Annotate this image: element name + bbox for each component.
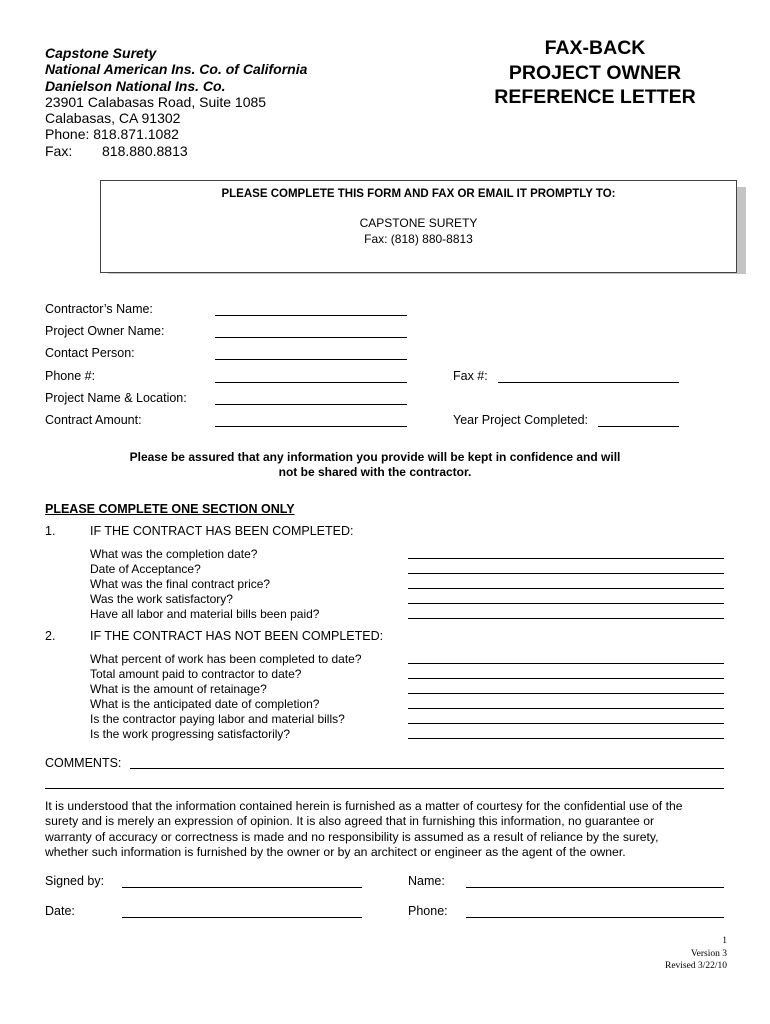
- fax-label: Fax #:: [453, 369, 488, 383]
- question-percent-completed: What percent of work has been completed to date?: [90, 652, 362, 666]
- document-title: [470, 36, 720, 110]
- disclaimer-line-3: warranty of accuracy or correctness is made and no responsibility is assumed as a result of reliance by the surety,: [45, 829, 659, 844]
- phone-field[interactable]: [215, 382, 407, 383]
- confidentiality-notice: [90, 450, 660, 480]
- revised-date: Revised 3/22/10: [664, 961, 727, 971]
- fax-line: [45, 143, 307, 159]
- title-line-3: REFERENCE LETTER: [494, 86, 696, 108]
- page-footer: [665, 935, 727, 973]
- answer-date-of-acceptance[interactable]: [408, 573, 724, 574]
- answer-percent-completed[interactable]: [408, 663, 724, 664]
- question-paying-bills: Is the contractor paying labor and material bills?: [90, 712, 345, 726]
- disclaimer-line-1: It is understood that the information contained herein is furnished as a matter of courtesy for the confidential use of the: [45, 799, 683, 813]
- signed-by-field[interactable]: [122, 887, 362, 888]
- instruction-box-heading: PLEASE COMPLETE THIS FORM AND FAX OR EMAIL IT PROMPTLY TO:: [221, 188, 616, 200]
- question-final-contract-price: What was the final contract price?: [90, 577, 271, 591]
- contact-person-label: Contact Person:: [45, 346, 135, 360]
- project-name-location-field[interactable]: [215, 404, 407, 405]
- date-label: Date:: [45, 904, 75, 918]
- disclaimer-line-4: whether such information is furnished by the owner or by an architect or engineer as the agent of the owner.: [45, 844, 626, 859]
- question-progressing: Is the work progressing satisfactorily?: [90, 727, 291, 741]
- year-completed-field[interactable]: [598, 426, 679, 427]
- signer-name-label: Name:: [408, 874, 445, 888]
- section-2-heading: IF THE CONTRACT HAS NOT BEEN COMPLETED:: [90, 629, 384, 643]
- section-instruction: PLEASE COMPLETE ONE SECTION ONLY: [45, 502, 295, 516]
- title-line-1: FAX-BACK: [544, 37, 646, 59]
- page-number: 1: [722, 936, 727, 946]
- question-work-satisfactory: Was the work satisfactory?: [90, 592, 233, 606]
- contract-amount-label: Contract Amount:: [45, 413, 142, 427]
- answer-anticipated-completion[interactable]: [408, 708, 724, 709]
- comments-field-line-1[interactable]: [130, 768, 724, 769]
- title-line-2: PROJECT OWNER: [508, 61, 682, 84]
- project-name-location-label: Project Name & Location:: [45, 391, 187, 405]
- instruction-box-recipient: CAPSTONE SURETY: [359, 216, 478, 230]
- answer-retainage[interactable]: [408, 693, 724, 694]
- answer-completion-date[interactable]: [408, 558, 724, 559]
- question-amount-paid: Total amount paid to contractor to date?: [90, 667, 302, 681]
- company-block: [45, 45, 307, 159]
- answer-bills-paid[interactable]: [408, 618, 724, 619]
- notice-line-2: not be shared with the contractor.: [278, 465, 472, 479]
- company-name-1: Capstone Surety: [45, 45, 157, 61]
- project-owner-name-field[interactable]: [215, 337, 407, 338]
- contract-amount-field[interactable]: [215, 426, 407, 427]
- signer-phone-label: Phone:: [408, 904, 448, 918]
- comments-field-line-2[interactable]: [45, 788, 724, 789]
- signer-name-field[interactable]: [466, 887, 724, 888]
- answer-progressing[interactable]: [408, 738, 724, 739]
- instruction-box-fax: Fax: (818) 880-8813: [364, 232, 473, 246]
- company-name-2: National American Ins. Co. of California: [45, 61, 308, 78]
- section-1-heading: IF THE CONTRACT HAS BEEN COMPLETED:: [90, 524, 354, 538]
- contractor-name-label: Contractor’s Name:: [45, 302, 153, 316]
- contractor-name-field[interactable]: [215, 315, 407, 316]
- notice-line-1: Please be assured that any information you provide will be kept in confidence and will: [129, 450, 621, 464]
- project-owner-name-label: Project Owner Name:: [45, 324, 165, 338]
- question-date-of-acceptance: Date of Acceptance?: [90, 562, 201, 576]
- question-bills-paid: Have all labor and material bills been paid?: [90, 607, 320, 621]
- date-field[interactable]: [122, 917, 362, 918]
- question-anticipated-completion: What is the anticipated date of completion?: [90, 697, 320, 711]
- answer-work-satisfactory[interactable]: [408, 603, 724, 604]
- version-label: Version 3: [690, 948, 727, 959]
- signer-phone-field[interactable]: [466, 917, 724, 918]
- question-completion-date: What was the completion date?: [90, 547, 258, 561]
- signed-by-label: Signed by:: [45, 874, 105, 888]
- fax-line-number: 818.880.8813: [102, 142, 188, 159]
- section-2-number: 2.: [45, 629, 56, 643]
- company-name-3: Danielson National Ins. Co.: [45, 77, 226, 94]
- year-completed-label: Year Project Completed:: [453, 413, 589, 427]
- section-1-number: 1.: [45, 524, 56, 538]
- phone-line: Phone: 818.871.1082: [45, 126, 179, 143]
- fax-field[interactable]: [498, 382, 679, 383]
- answer-final-contract-price[interactable]: [408, 588, 724, 589]
- phone-label: Phone #:: [45, 369, 96, 383]
- contact-person-field[interactable]: [215, 359, 407, 360]
- answer-amount-paid[interactable]: [408, 678, 724, 679]
- question-retainage: What is the amount of retainage?: [90, 682, 267, 696]
- fax-line-label: Fax:: [45, 142, 73, 159]
- comments-label: COMMENTS:: [45, 756, 122, 770]
- address-line-2: Calabasas, CA 91302: [45, 110, 181, 127]
- disclaimer-line-2: surety and is merely an expression of opinion. It is also agreed that in furnishing this information, no guarantee or: [45, 814, 655, 829]
- answer-paying-bills[interactable]: [408, 723, 724, 724]
- address-line-1: 23901 Calabasas Road, Suite 1085: [45, 93, 267, 110]
- disclaimer: [45, 799, 735, 860]
